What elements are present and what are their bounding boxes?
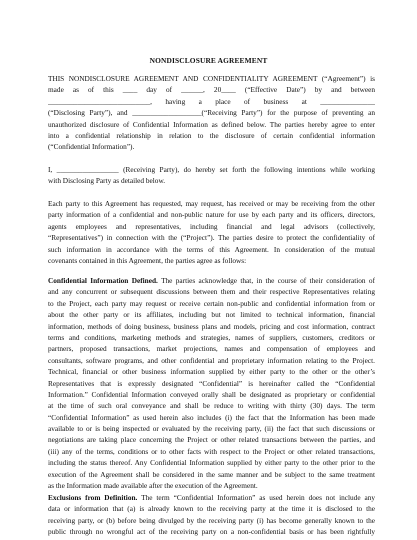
text-line: information, methods of doing business, business plans and models, pricing and cost information, contract	[48, 321, 375, 331]
text-line: such information in accordance with the terms of this Agreement. In consideration of the mutual	[48, 244, 375, 254]
section-heading: Exclusions from Definition.	[48, 493, 138, 502]
text-line: data or information that (a) is already known to the receiving party at the time it is disclosed to the	[48, 504, 375, 514]
document-title: NONDISCLOSURE AGREEMENT	[149, 56, 268, 65]
text-line: about the other party or its affiliates, including but not limited to technical information, financial	[48, 310, 375, 320]
text-line: to the Project, each party may request or receive certain non-public and confidential information from or	[48, 298, 375, 308]
text-line: “Confidential Information” as used herein also includes (i) the fact that the Information has been made	[48, 412, 375, 422]
exclusions-section	[48, 492, 375, 538]
text-line: ____________________________, having a place of business at _______________	[48, 96, 375, 106]
text-line: made as of this ____ day of ______, 20____ (“Effective Date”) by and between	[48, 85, 375, 95]
text-line: including the status thereof. Any Confidential Information supplied by either party to the other prior to the	[48, 458, 375, 468]
text-line: consultants, software programs, and other confidential and proprietary information relating to the Project.	[48, 355, 375, 365]
text-line: with Disclosing Party as detailed below.	[48, 176, 166, 186]
text-line: at the time of such oral conveyance and shall be reduce to writing with thirty (30) days. The term	[48, 401, 375, 411]
text-line: execution of the Agreement shall be considered in the same manner and be subject to the same treatment	[48, 469, 375, 479]
section-heading: Confidential Information Defined.	[48, 276, 158, 285]
text-line: terms and conditions, marketing methods and strategies, names of suppliers, customers, creditors or	[48, 332, 375, 342]
text-line: partners, proposed transactions, market projections, names and compensation of employees and	[48, 344, 375, 354]
text-line: Technical, financial or other business information supplied by either party to the other or the other’s	[48, 367, 375, 377]
text-line: (“Disclosing Party”), and ___________________(“Receiving Party”) for the purpose of preventing an	[48, 108, 375, 118]
intro-paragraph	[48, 73, 375, 153]
receiving-party-paragraph	[48, 164, 375, 187]
text-line: into a confidential relationship in relation to the disclosure of certain confidential information	[48, 130, 375, 140]
text-run: The term “Confidential Information” as used herein does not include any	[137, 493, 375, 502]
text-line: negotiations are taking place concerning the Project or other related transactions between the parties, and	[48, 435, 375, 445]
text-line: as the Information made available after the execution of the Agreement.	[48, 481, 258, 491]
text-line: THIS NONDISCLOSURE AGREEMENT AND CONFIDENTIALITY AGREEMENT (“Agreement”) is	[48, 74, 375, 83]
text-line: public through no wrongful act of the receiving party on a non-confidential basis or has been rightfully	[48, 527, 375, 537]
text-line: (iii) any of the terms, conditions or to other facts with respect to the Project or other related transactions,	[48, 446, 375, 456]
text-line: “Representatives”) in connection with the (“Project”). The parties desire to protect the confidentiality of	[48, 233, 375, 243]
text-line: (“Confidential Information”).	[48, 142, 135, 152]
definition-section	[48, 275, 375, 491]
text-line: party information of a confidential and non-public nature for use by each party and its officers, directors,	[48, 210, 375, 220]
text-line: unauthorized disclosure of Confidential Information as defined below. The parties hereby agree to enter	[48, 119, 375, 129]
text-line: and any concurrent or subsequent discussions between them and their respective Representatives relating	[48, 287, 375, 297]
text-line: covenants contained in this Agreement, the parties agree as follows:	[48, 255, 247, 265]
recitals-paragraph	[48, 198, 375, 266]
text-line: Information.” Confidential Information conveyed orally shall be designated as proprietary or confidential	[48, 389, 375, 399]
text-run: The parties acknowledge that, in the course of their consideration of	[157, 276, 375, 285]
text-line: available to or is being inspected or evaluated by the receiving party, (ii) the fact that such discussions or	[48, 424, 375, 434]
text-line: I, _________________ (Receiving Party), do hereby set forth the following intentions while working	[48, 165, 375, 174]
text-line: Representatives that is expressly designated “Confidential” is hereinafter called the “Confidential	[48, 378, 375, 388]
text-line: receiving party, or (b) before being divulged by the receiving party (i) has become generally known to the	[48, 515, 375, 525]
text-line	[48, 492, 375, 503]
text-line: agents employees and representatives, including financial and legal advisors (collectively,	[48, 221, 375, 231]
text-line	[48, 275, 375, 286]
text-line: Each party to this Agreement has requested, may request, has received or may be receiving from the other	[48, 199, 375, 208]
